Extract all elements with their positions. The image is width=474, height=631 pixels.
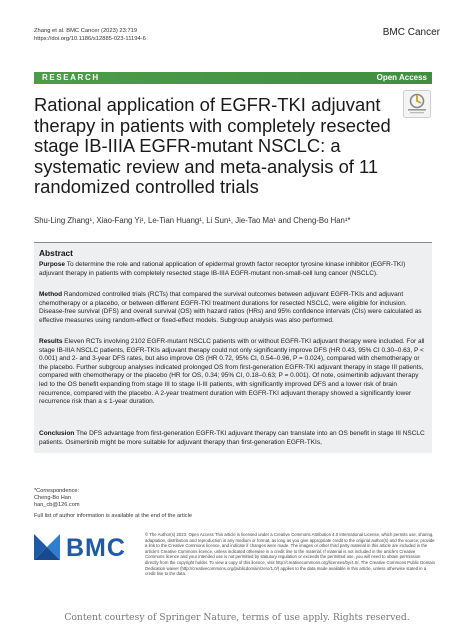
bmc-logo <box>34 532 134 568</box>
abstract-box <box>34 242 432 453</box>
conclusion-label: Conclusion <box>39 430 75 437</box>
article-type-label: RESEARCH <box>42 73 100 82</box>
conclusion-text: The DFS advantage from first-generation EGFR-TKI adjuvant therapy can translate into an OS benefit in stage III NSCLC patients. Osimertinib might be more suitable for adjuvant therapy than first-generation EGFR-TKIs, <box>39 430 425 446</box>
author-list: Shu-Ling Zhang¹, Xiao-Fang Yi¹, Le-Tian Huang¹, Li Sun¹, Jie-Tao Ma¹ and Cheng-Bo Han¹* <box>34 216 351 225</box>
results-text: Eleven RCTs involving 2102 EGFR-mutant NSCLC patients with or without EGFR-TKI adjuvant therapy were included. For all stage IB-IIIA NSCLC patients, EGFR-TKIs adjuvant therapy could not only significantly improve DFS (HR 0.43, 95% CI 0.30–0.63, P < 0.001) and 2- and 3-year DFS rates, but also improve OS (HR 0.72, 95% CI, 0.54–0.96, P = 0.024), compared with chemotherapy or the placebo. Further subgroup analyses indicated prolonged OS from first-generation EGFR-TKI adjuvant therapy in stage III patients, compared with chemotherapy or the placebo (HR for OS, 0.34; 95% CI, 0.18–0.63; P = 0.001). Of note, osimertinib adjuvant therapy led to the OS benefit expanding from stage III to stage II-III patients, with significantly improved DFS and a lower risk of brain recurrence, compared with the placebo. A 2-year treatment duration with EGFR-TKI adjuvant therapy showed a significantly lower recurrence risk than a ≤ 1-year duration. <box>39 338 425 406</box>
purpose-text: To determine the role and rational application of epidermal growth factor receptor tyrosine kinase inhibitor (EGFR-TKI) adjuvant therapy in patients with completely resected stage IB-IIIA EGFR-mutant non-small-cell lung cancer (NSCLC). <box>39 261 406 277</box>
correspondence-block <box>34 488 80 510</box>
abstract-heading: Abstract <box>39 248 73 258</box>
author-info-note: Full list of author information is available at the end of the article <box>34 513 192 519</box>
abstract-conclusion <box>39 430 427 447</box>
bmc-logo-text: BMC <box>66 534 126 562</box>
abstract-results <box>39 338 427 407</box>
header-citation <box>34 27 146 43</box>
license-text: © The Author(s) 2023. Open Access This article is licensed under a Creative Commons Attribution 4.0 International License, which permits use, sharing, adaptation, distribution and reproduction in any medium or format, as long as you give appropriate credit to the original author(s) and the source, provide a link to the Creative Commons licence, and indicate if changes were made. The images or other third party material in this article are included in the article's Creative Commons licence, unless indicated otherwise in a credit line to the material. If material is not included in the article's Creative Commons licence and your intended use is not permitted by statutory regulation or exceeds the permitted use, you will need to obtain permission directly from the copyright holder. To view a copy of this licence, visit http://creativecommons.org/licenses/by/4.0/. The Creative Commons Public Domain Dedication waiver (http://creativecommons.org/publicdomain/zero/1.0/) applies to the data made available in this article, unless otherwise stated in a credit line to the data. <box>145 532 436 577</box>
purpose-label: Purpose <box>39 261 66 268</box>
method-label: Method <box>39 291 63 298</box>
open-access-label: Open Access <box>376 73 427 82</box>
correspondence-label: *Correspondence: <box>34 488 80 494</box>
check-for-updates-icon[interactable] <box>403 90 431 118</box>
doi-link[interactable]: https://doi.org/10.1186/s12885-023-11194-6 <box>34 36 146 42</box>
results-label: Results <box>39 338 63 345</box>
correspondence-email[interactable]: han_cb@126.com <box>34 502 80 509</box>
courtesy-footer: Content courtesy of Springer Nature, terms of use apply. Rights reserved. <box>64 612 410 623</box>
journal-line: Zhang et al. BMC Cancer (2023) 23:719 <box>34 28 138 34</box>
abstract-purpose <box>39 261 427 278</box>
journal-name: BMC Cancer <box>382 27 440 38</box>
correspondence-name: Cheng-Bo Han <box>34 495 72 502</box>
research-banner <box>34 72 432 84</box>
method-text: Randomized controlled trials (RCTs) that compared the survival outcomes between adjuvant EGFR-TKIs and adjuvant chemotherapy or a placebo, or between different EGFR-TKI treatment durations for resected NSCLC, were eligible for inclusion. Disease-free survival (DFS) and overall survival (OS) with hazard ratios (HRs) and 95% confidence intervals (CIs) were calculated as effective measures using random-effect or fixed-effect models. Subgroup analysis was also performed. <box>39 291 422 324</box>
article-title: Rational application of EGFR-TKI adjuvant therapy in patients with completely resected stage IB-IIIA EGFR-mutant NSCLC: a systematic review and meta-analysis of 11 randomized controlled trials <box>34 94 391 197</box>
abstract-method <box>39 291 427 325</box>
bmc-logo-icon <box>34 534 60 560</box>
